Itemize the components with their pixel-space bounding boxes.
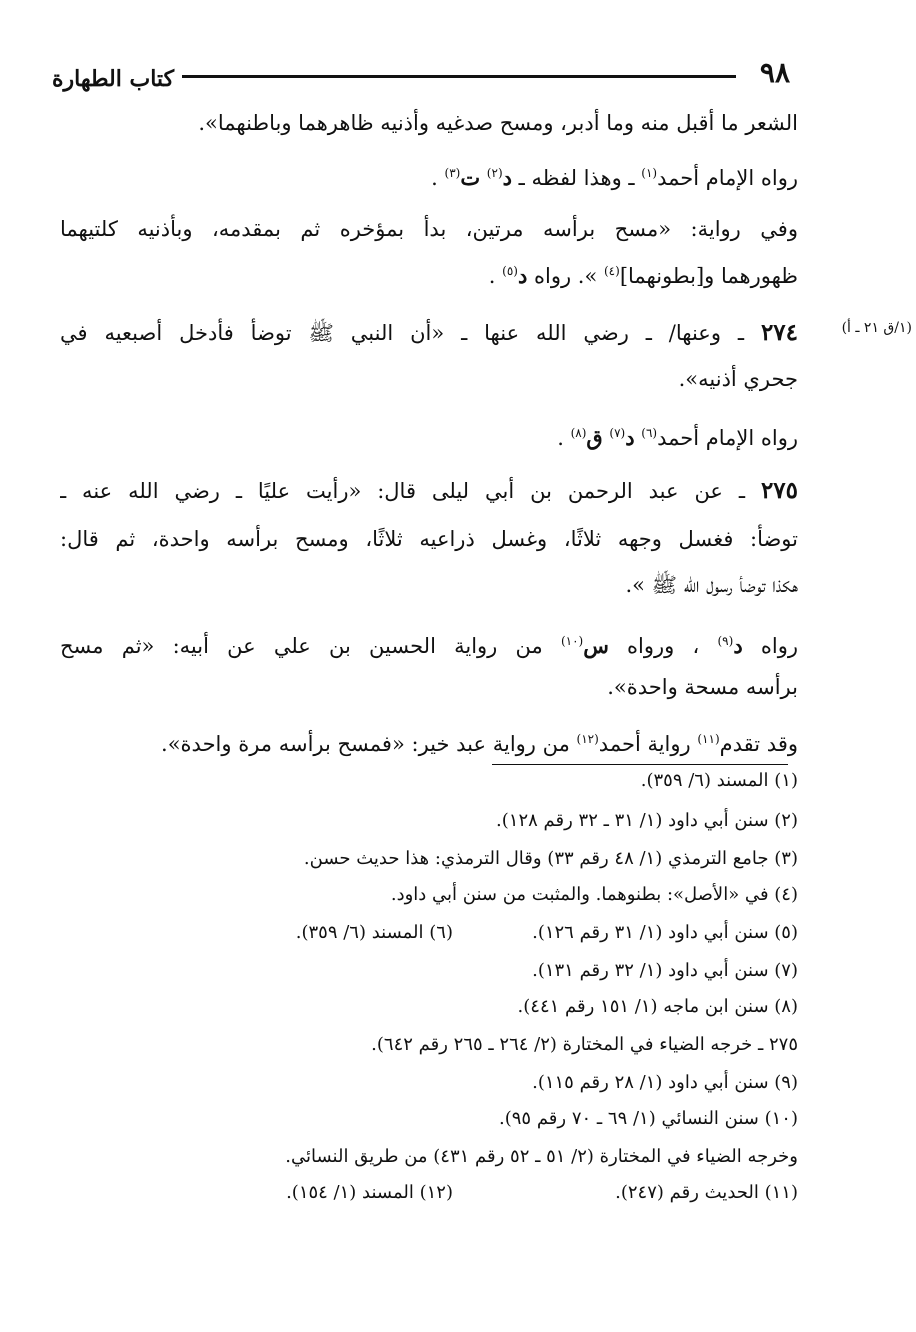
page-number: ٩٨ — [759, 56, 790, 89]
footnote-ref: (٩) — [717, 634, 734, 648]
text-line-6: جحري أذنيه». — [678, 367, 798, 391]
text-line-11: رواه د$^{(٩)}$ ، ورواه س$^{(١٠)}$ من رواية الحسين بن علي عن أبيه: «ثم مسح — [60, 633, 798, 658]
source-siglum: س — [583, 633, 609, 658]
footnote: (٣) جامع الترمذي (١/ ٤٨ رقم ٣٣) وقال الترمذي: هذا حديث حسن. — [303, 848, 798, 869]
hadith-number: ٢٧٥ — [760, 477, 798, 504]
footnote: (٦) المسند (٦/ ٣٥٩). — [295, 922, 453, 943]
footnote: (٤) في «الأصل»: بطنوهما. والمثبت من سنن أبي داود. — [390, 884, 798, 905]
footnote-ref: (٥) — [502, 264, 518, 278]
source-siglum: د — [517, 263, 528, 288]
hadith-number: ٢٧٤ — [760, 319, 798, 346]
source-siglum: ق — [586, 425, 603, 450]
header-rule — [182, 75, 736, 78]
source-siglum: ت — [460, 165, 481, 190]
footnote: (١١) الحديث رقم (٢٤٧). — [615, 1182, 798, 1203]
text-line-13: وقد تقدم$^{(١١)}$ رواية أحمد$^{(١٢)}$ من رواية عبد خير: «فمسح برأسه مرة واحدة». — [161, 732, 798, 756]
footnote-separator — [492, 764, 788, 765]
footnote-ref: (٧) — [609, 426, 626, 440]
text-line-1: الشعر ما أقبل منه وما أدبر، ومسح صدغيه وأذنيه ظاهرهما وباطنهما». — [198, 111, 798, 135]
hadith-274-line: ٢٧٤ ـ وعنها/ ـ رضي الله عنها ـ «أن النبي ﷺ توضأ فأدخل أصبعيه في — [60, 319, 798, 346]
footnote: وخرجه الضياء في المختارة (٢/ ٥١ ـ ٥٢ رقم ٤٣١) من طريق النسائي. — [285, 1146, 798, 1167]
hadith-275-line: ٢٧٥ ـ عن عبد الرحمن بن أبي ليلى قال: «رأيت عليًا ـ رضي الله عنه ـ — [60, 477, 798, 504]
source-siglum: د — [625, 425, 635, 450]
footnote: (٥) سنن أبي داود (١/ ٣١ رقم ١٢٦). — [532, 922, 798, 943]
source-siglum: د — [502, 165, 512, 190]
manuscript-margin-note: (١/ق ٢١ ـ أ) — [841, 320, 912, 336]
book-title: كتاب الطهارة — [52, 66, 175, 92]
footnote-ref: (١١) — [697, 732, 720, 746]
text-line-12: برأسه مسحة واحدة». — [607, 675, 798, 699]
footnote-ref: (١٠) — [560, 634, 584, 648]
footnote: (٨) سنن ابن ماجه (١/ ١٥١ رقم ٤٤١). — [517, 996, 798, 1017]
footnote-ref: (٣) — [444, 166, 461, 180]
footnote-ref: (٤) — [603, 264, 620, 278]
text-line-10: هكذا توضأ رسول الله ﷺ ». — [625, 573, 798, 597]
footnote: (١) المسند (٦/ ٣٥٩). — [640, 770, 798, 791]
text-line-4: ظهورهما و[بطونهما]$^{(٤)}$ ». رواه د$^{(٥)}$ . — [488, 263, 798, 288]
footnote-ref: (٦) — [641, 426, 658, 440]
footnote: (١٠) سنن النسائي (١/ ٦٩ ـ ٧٠ رقم ٩٥). — [499, 1108, 798, 1129]
footnote: ٢٧٥ ـ خرجه الضياء في المختارة (٢/ ٢٦٤ ـ ٢٦٥ رقم ٦٤٢). — [371, 1034, 798, 1055]
footnote: (١٢) المسند (١/ ١٥٤). — [286, 1182, 453, 1203]
footnote: (٢) سنن أبي داود (١/ ٣١ ـ ٣٢ رقم ١٢٨). — [496, 810, 798, 831]
footnote: (٧) سنن أبي داود (١/ ٣٢ رقم ١٣١). — [532, 960, 798, 981]
footnote-ref: (١٢) — [576, 732, 599, 746]
footnote: (٩) سنن أبي داود (١/ ٢٨ رقم ١١٥). — [532, 1072, 798, 1093]
footnote-ref: (٨) — [570, 426, 587, 440]
text-line-2: رواه الإمام أحمد$^{(١)}$ ـ وهذا لفظه ـ د$^{(٢)}$ ت$^{(٣)}$ . — [431, 165, 798, 190]
footnote-ref: (١) — [641, 166, 658, 180]
text-line-7: رواه الإمام أحمد$^{(٦)}$ د$^{(٧)}$ ق$^{(٨)}$ . — [557, 425, 798, 450]
source-siglum: د — [733, 633, 743, 658]
text-line-9: توضأ: فغسل وجهه ثلاثًا، وغسل ذراعيه ثلاثًا، ومسح برأسه واحدة، ثم قال: — [60, 527, 798, 551]
text-line-3: وفي رواية: «مسح برأسه مرتين، بدأ بمؤخره ثم بمقدمه، وبأذنيه كلتيهما — [60, 217, 798, 241]
footnote-ref: (٢) — [486, 166, 503, 180]
page-header — [52, 52, 796, 104]
